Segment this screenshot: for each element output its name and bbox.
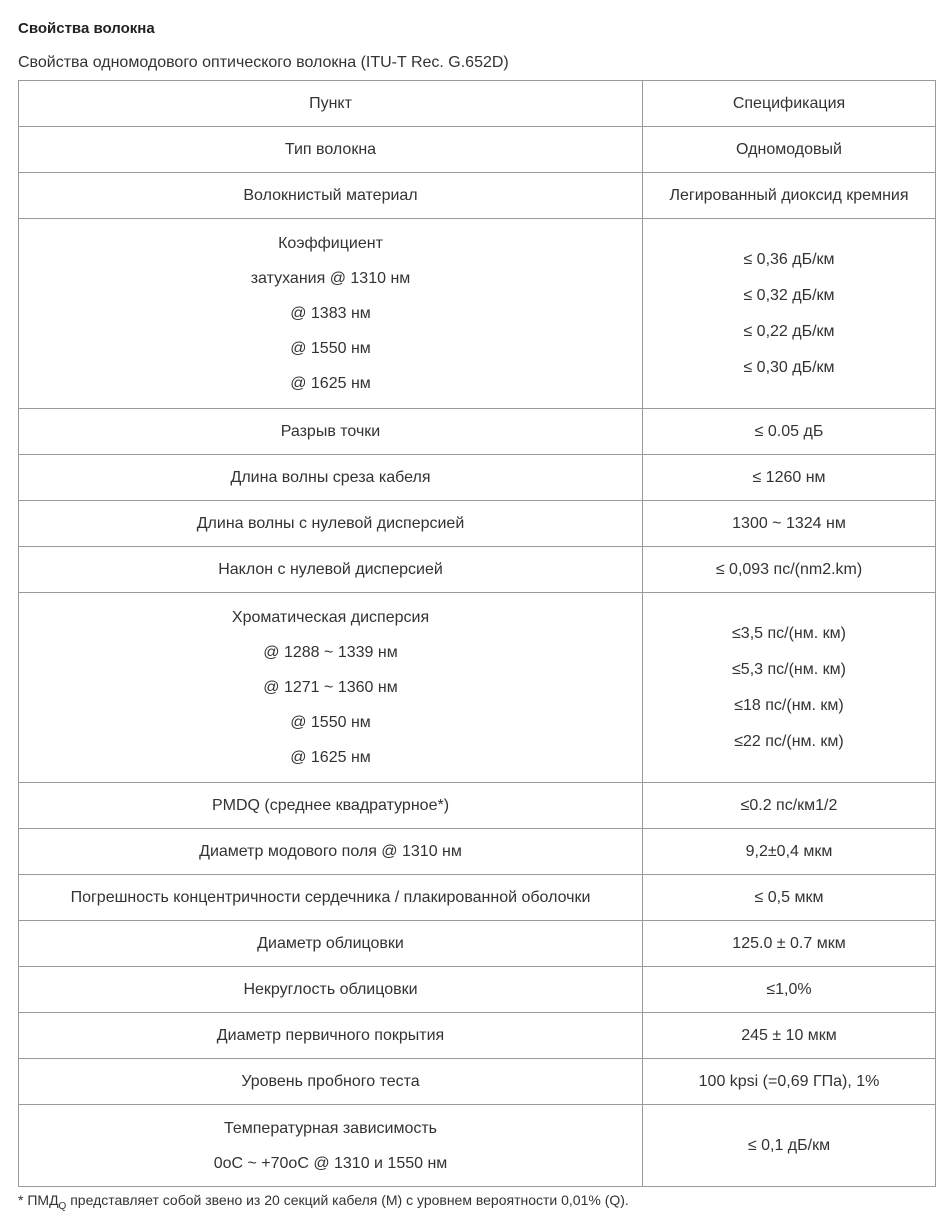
table-row <box>19 127 936 173</box>
table-row <box>19 409 936 455</box>
fiber-properties-table <box>18 80 936 1187</box>
cell-spec <box>643 219 936 409</box>
cell-spec: Легированный диоксид кремния <box>643 173 936 219</box>
table-row <box>19 593 936 783</box>
cell-spec: 125.0 ± 0.7 мкм <box>643 921 936 967</box>
attenuation-line: @ 1625 нм <box>290 375 371 392</box>
cell-spec: ≤ 0,093 пс/(nm2.km) <box>643 547 936 593</box>
temperature-line: 0oC ~ +70oC @ 1310 и 1550 нм <box>213 1154 448 1172</box>
header-item: Пункт <box>19 81 643 127</box>
table-row <box>19 547 936 593</box>
chromatic-value: ≤5,3 пс/(нм. км) <box>732 660 846 678</box>
table-row <box>19 1105 936 1187</box>
cell-item: Наклон с нулевой дисперсией <box>19 547 643 593</box>
cell-item: Длина волны с нулевой дисперсией <box>19 501 643 547</box>
table-row <box>19 455 936 501</box>
footnote <box>18 1192 629 1212</box>
table-row <box>19 1059 936 1105</box>
attenuation-line: @ 1550 нм <box>290 340 371 357</box>
cell-spec: ≤0.2 пс/км1/2 <box>643 783 936 829</box>
table-row <box>19 783 936 829</box>
attenuation-line: Коэффициент <box>278 235 383 252</box>
cell-spec: ≤ 0,5 мкм <box>643 875 936 921</box>
table-row <box>19 967 936 1013</box>
cell-item: Диаметр первичного покрытия <box>19 1013 643 1059</box>
attenuation-value: ≤ 0,32 дБ/км <box>743 286 835 304</box>
table-row <box>19 829 936 875</box>
chromatic-line: @ 1550 нм <box>290 714 371 731</box>
cell-item: Погрешность концентричности сердечника / плакированной оболочки <box>19 875 643 921</box>
cell-spec: ≤ 1260 нм <box>643 455 936 501</box>
chromatic-line: @ 1288 ~ 1339 нм <box>263 644 398 661</box>
chromatic-line: @ 1271 ~ 1360 нм <box>263 679 398 696</box>
cell-item: Уровень пробного теста <box>19 1059 643 1105</box>
cell-item: Некруглость облицовки <box>19 967 643 1013</box>
cell-item: Диаметр модового поля @ 1310 нм <box>19 829 643 875</box>
attenuation-value: ≤ 0,36 дБ/км <box>743 250 835 268</box>
chromatic-value: ≤3,5 пс/(нм. км) <box>732 624 846 642</box>
chromatic-line: Хроматическая дисперсия <box>231 609 430 626</box>
attenuation-line: затухания @ 1310 нм <box>250 270 411 287</box>
cell-item: Диаметр облицовки <box>19 921 643 967</box>
cell-spec: 100 kpsi (=0,69 ГПа), 1% <box>643 1059 936 1105</box>
cell-spec: ≤ 0.05 дБ <box>643 409 936 455</box>
cell-spec <box>643 593 936 783</box>
chromatic-value: ≤22 пс/(нм. км) <box>734 732 844 750</box>
cell-spec: 1300 ~ 1324 нм <box>643 501 936 547</box>
attenuation-value: ≤ 0,22 дБ/км <box>743 322 835 340</box>
footnote-prefix: * ПМД <box>18 1192 59 1208</box>
chromatic-value: ≤18 пс/(нм. км) <box>734 696 844 714</box>
table-row <box>19 921 936 967</box>
cell-spec: 9,2±0,4 мкм <box>643 829 936 875</box>
table-row <box>19 1013 936 1059</box>
table-row <box>19 219 936 409</box>
cell-item <box>19 593 643 783</box>
cell-item: Волокнистый материал <box>19 173 643 219</box>
table-row <box>19 173 936 219</box>
table-row <box>19 501 936 547</box>
cell-item: Разрыв точки <box>19 409 643 455</box>
section-heading: Свойства волокна <box>18 20 155 37</box>
cell-item <box>19 219 643 409</box>
cell-spec: ≤1,0% <box>643 967 936 1013</box>
cell-spec: 245 ± 10 мкм <box>643 1013 936 1059</box>
footnote-subscript: Q <box>58 1200 67 1212</box>
cell-spec: ≤ 0,1 дБ/км <box>643 1105 936 1187</box>
chromatic-line: @ 1625 нм <box>290 749 371 766</box>
temperature-line: Температурная зависимость <box>223 1119 438 1137</box>
cell-spec: Одномодовый <box>643 127 936 173</box>
cell-item: Длина волны среза кабеля <box>19 455 643 501</box>
cell-item: PMDQ (среднее квадратурное*) <box>19 783 643 829</box>
table-row <box>19 875 936 921</box>
cell-item <box>19 1105 643 1187</box>
attenuation-line: @ 1383 нм <box>290 305 371 322</box>
cell-item: Тип волокна <box>19 127 643 173</box>
attenuation-value: ≤ 0,30 дБ/км <box>743 358 835 376</box>
table-row <box>19 81 936 127</box>
footnote-text: представляет собой звено из 20 секций кабеля (M) с уровнем вероятности 0,01% (Q). <box>66 1192 629 1208</box>
table-caption: Свойства одномодового оптического волокна (ITU-T Rec. G.652D) <box>18 54 509 71</box>
header-spec: Спецификация <box>643 81 936 127</box>
